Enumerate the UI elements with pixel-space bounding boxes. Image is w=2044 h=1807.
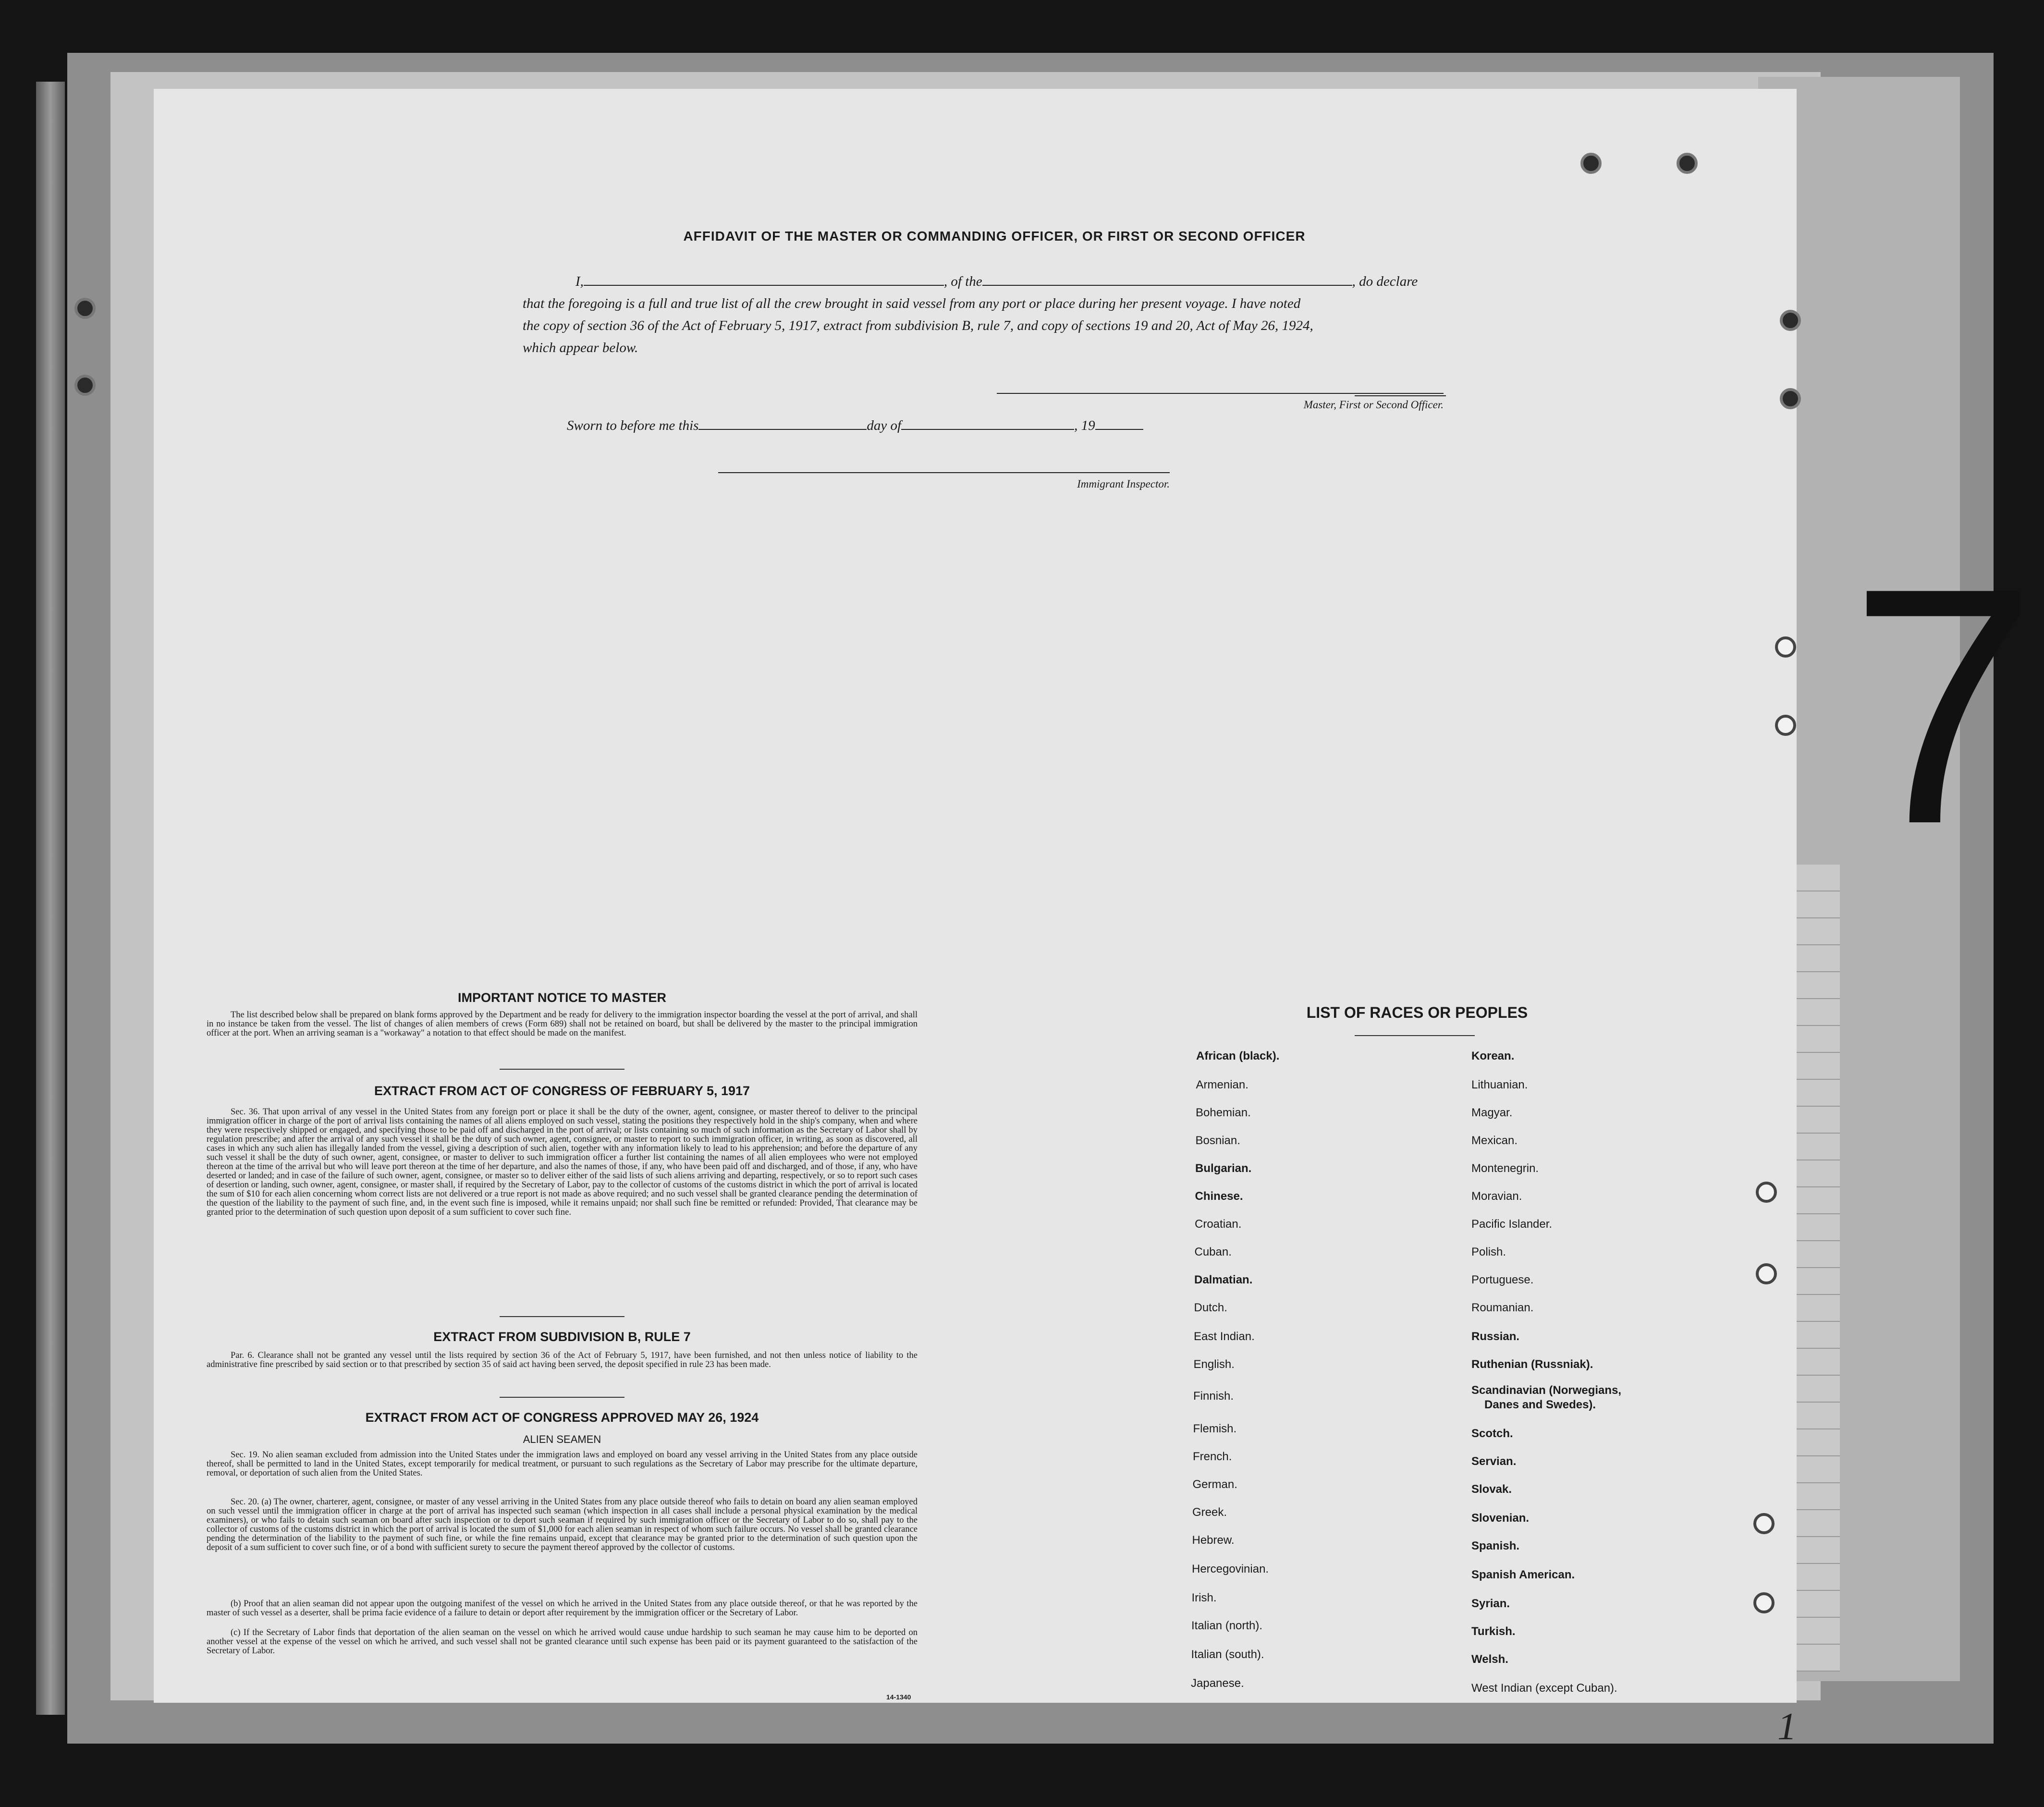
declaration-line-4: which appear below. [523,340,638,355]
race-item-left: French. [1193,1450,1232,1463]
sec-20c-body: (c) If the Secretary of Labor finds that deportation of the alien seaman on the vessel on which he arrived would cause undue hardship to such seaman he may cause him to be deported on another vessel at the expense of the vessel on which he arrived, and such vessel shall not be granted clearance until such expense has been paid or its payment guaranteed to the satisfaction of the Secretary of Labor. [207,1628,918,1656]
sworn-line: Sworn to before me this day of , 19 [567,418,1143,434]
master-signature-line[interactable] [997,393,1444,394]
extract-1917-title: EXTRACT FROM ACT OF CONGRESS OF FEBRUARY 5, 1917 [374,1084,750,1098]
sworn-year-blank[interactable] [1095,418,1143,430]
race-item-right: Pacific Islander. [1471,1218,1553,1231]
punch-hole-icon [1753,1513,1775,1534]
race-item-left: Chinese. [1195,1190,1243,1203]
race-item-left: Hebrew. [1192,1534,1235,1547]
races-title: LIST OF RACES OR PEOPLES [1306,1004,1528,1021]
race-item-left: East Indian. [1194,1330,1255,1343]
punch-hole-icon [1775,715,1796,736]
race-item-left: Bosnian. [1195,1134,1240,1147]
race-item-left: Dutch. [1194,1301,1227,1314]
race-item-right: Ruthenian (Russniak). [1471,1358,1593,1371]
extract-1924-title: EXTRACT FROM ACT OF CONGRESS APPROVED MAY 26, 1924 [365,1410,759,1425]
punch-hole-icon [1580,153,1602,174]
notice-title: IMPORTANT NOTICE TO MASTER [458,990,666,1005]
race-item-right: Syrian. [1471,1597,1510,1610]
race-item-left: German. [1192,1478,1237,1491]
punch-hole-icon [74,298,96,319]
notice-body: The list described below shall be prepared on blank forms approved by the Department and be ready for delivery to the immigration inspector boarding the vessel at the port of arrival, and shall in no instance be taken from the vessel. The list of changes of alien members of crews (Form 689) shall not be retained on board, but shall be delivered by the master to the principal immigration officer at the port. When an arriving seaman is a "workaway" a notation to that effect should be made on the manifest. [207,1010,918,1038]
race-item-left: Bohemian. [1196,1106,1251,1119]
punch-hole-icon [1756,1182,1777,1203]
race-item-left: Italian (north). [1191,1619,1263,1632]
race-item-left: Finnish. [1193,1390,1234,1403]
race-item-left: Irish. [1191,1591,1217,1604]
race-item-right: Roumanian. [1471,1301,1534,1314]
master-caption: Master, First or Second Officer. [1303,399,1444,411]
race-item-right: Mexican. [1471,1134,1518,1147]
race-item-left: Japanese. [1191,1677,1244,1690]
affidavit-title: AFFIDAVIT OF THE MASTER OR COMMANDING OFFICER, OR FIRST OR SECOND OFFICER [683,229,1306,244]
punch-hole-icon [1780,310,1801,331]
race-item-right: West Indian (except Cuban). [1471,1682,1617,1695]
punch-hole-icon [1756,1263,1777,1284]
binder-edge [36,82,65,1715]
section-divider [500,1316,624,1317]
race-item-right: Danes and Swedes). [1484,1398,1596,1411]
form-number: 14-1340 [886,1693,911,1701]
punch-hole-icon [1677,153,1698,174]
extract-1924-subtitle: ALIEN SEAMEN [523,1433,601,1445]
name-blank[interactable] [584,274,944,286]
sworn-month-blank[interactable] [901,418,1074,430]
race-item-left: Italian (south). [1191,1648,1264,1661]
race-item-right: Russian. [1471,1330,1520,1343]
master-signature-line-2 [1355,395,1446,396]
declaration-line-1: I, , of the , do declare [575,274,1418,289]
race-item-left: Armenian. [1196,1078,1248,1091]
race-item-right: Servian. [1471,1455,1517,1468]
race-item-right: Scotch. [1471,1427,1513,1440]
race-item-right: Spanish. [1471,1539,1520,1552]
handwritten-mark: 7 [1849,518,2037,894]
race-item-left: Bulgarian. [1195,1162,1252,1175]
sec-20b-body: (b) Proof that an alien seaman did not appear upon the outgoing manifest of the vessel on which he arrived in the United States from any place outside thereof, or that he was reported by the master of such vessel as a deserter, shall be prima facie evidence of a failure to detain or deport after requirement by the immigration officer or the Secretary of Labor. [207,1599,918,1618]
races-divider [1355,1035,1475,1036]
race-item-right: Korean. [1471,1050,1515,1062]
race-item-left: Greek. [1192,1506,1227,1519]
race-item-right: Turkish. [1471,1625,1516,1638]
race-item-left: Croatian. [1195,1218,1242,1231]
declaration-line-3: the copy of section 36 of the Act of February 5, 1917, extract from subdivision B, rule 7, and copy of sections 19 and 20, Act of May 26, 1924, [523,318,1313,333]
race-item-right: Slovak. [1471,1483,1512,1496]
race-item-left: Cuban. [1194,1245,1232,1258]
extract-rule7-body: Par. 6. Clearance shall not be granted any vessel until the lists required by section 36 of the Act of February 5, 1917, have been furnished, and not then unless notice of liability to the administrative fine prescribed by said section or to that prescribed by section 35 of said act having been served, the deposit specified in rule 23 has been made. [207,1351,918,1369]
punch-hole-icon [1780,388,1801,409]
extract-rule7-title: EXTRACT FROM SUBDIVISION B, RULE 7 [433,1330,691,1344]
extract-1917-body: Sec. 36. That upon arrival of any vessel in the United States from any foreign port or place it shall be the duty of the owner, agent, consignee, or master thereof to deliver to the principal immigration officer in charge of the port of arrival lists containing the names of all aliens employed on such vessel, stating the positions they respectively hold in the ship's company, when and where they were respectively shipped or engaged, and specifying those to be paid off and discharged in the port of arrival; or lists containing so much of such information as the Secretary of Labor shall by regulation prescribe; and after the arrival of any such vessel it shall be the duty of such owner, agent, consignee, or master to report to such immigration officer, in writing, as soon as discovered, all cases in which any such alien has illegally landed from the vessel, giving a description of such alien, together with any information likely to lead to his apprehension; and before the departure of any such vessel it shall be the duty of such owner, agent, consignee, or master to deliver to such immigration officer a further list containing the names of all alien employees who were not employed thereon at the time of the arrival but who will leave port thereon at the time of her departure, and also the names of those, if any, who have been paid off and discharged, and of those, if any, who have deserted or landed; and in case of the failure of such owner, agent, consignee, or master so to deliver either of the said lists of such aliens arriving and departing, respectively, or so to report such cases of desertion or landing, such owner, agent, consignee, or master shall, if required by the Secretary of Labor, pay to the collector of customs of the customs district in which the port of arrival is located the sum of $10 for each alien concerning whom correct lists are not delivered or a true report is not made as above required; and no such vessel shall be granted clearance pending the determination of the question of the liability to the payment of such fine, and, in the event such fine is imposed, while it remains unpaid; nor shall such fine be remitted or refunded: Provided, That clearance may be granted prior to the determination of such question upon deposit of a sum sufficient to cover such fine. [207,1107,918,1217]
punch-hole-icon [74,375,96,396]
punch-hole-icon [1775,636,1796,658]
race-item-right: Spanish American. [1471,1568,1575,1581]
race-item-right: Slovenian. [1471,1512,1530,1525]
race-item-left: Flemish. [1193,1422,1237,1435]
vessel-blank[interactable] [982,274,1352,286]
punch-hole-icon [1753,1592,1775,1613]
sec-19-body: Sec. 19. No alien seaman excluded from admission into the United States under the immigration laws and employed on board any vessel arriving in the United States from any place outside thereof, shall be permitted to land in the United States, except temporarily for medical treatment, or pursuant to such regulations as the Secretary of Labor may prescribe for the ultimate departure, removal, or deportation of such alien from the United States. [207,1450,918,1478]
race-item-left: Hercegovinian. [1192,1563,1269,1575]
ruled-sheet-edge [1792,865,1840,1672]
inspector-signature-line[interactable] [718,472,1170,473]
race-item-left: African (black). [1196,1050,1280,1062]
section-divider [500,1069,624,1070]
race-item-right: Magyar. [1471,1106,1513,1119]
race-item-right: Montenegrin. [1471,1162,1539,1175]
race-item-right: Welsh. [1471,1653,1508,1666]
race-item-right: Polish. [1471,1245,1506,1258]
race-item-left: English. [1193,1358,1235,1371]
race-item-left: Dalmatian. [1194,1273,1253,1286]
race-item-right: Moravian. [1471,1190,1522,1203]
section-divider [500,1397,624,1398]
sec-20a-body: Sec. 20. (a) The owner, charterer, agent, consignee, or master of any vessel arriving in the United States from any place outside thereof who fails to detain on board any alien seaman employed on such vessel until the immigration officer in charge at the port of arrival has inspected such seaman (which inspection in all cases shall include a personal physical examination by the medical examiners), or who fails to detain such seaman on board after such inspection or to deport such seaman if required by such immigration officer or the Secretary of Labor to do so, shall pay to the collector of customs of the customs district in which the port of arrival is located the sum of $1,000 for each alien seaman in respect of whom such failure occurs. No vessel shall be granted clearance pending the determination of the liability to the payment of such fine, or while the fine remains unpaid, except that clearance may be granted prior to the determination of such question upon the deposit of a sum sufficient to cover such fine, or of a bond with sufficient surety to secure the payment thereof approved by the collector of customs. [207,1497,918,1552]
inspector-caption: Immigrant Inspector. [1077,478,1170,490]
sworn-day-blank[interactable] [698,418,867,430]
race-item-right: Lithuanian. [1471,1078,1528,1091]
handwritten-corner-mark: 1 [1777,1706,1797,1748]
declaration-line-2: that the foregoing is a full and true list of all the crew brought in said vessel from any port or place during her present voyage. I have noted [523,296,1301,311]
race-item-right: Portuguese. [1471,1273,1534,1286]
race-item-right: Scandinavian (Norwegians, [1471,1384,1622,1397]
